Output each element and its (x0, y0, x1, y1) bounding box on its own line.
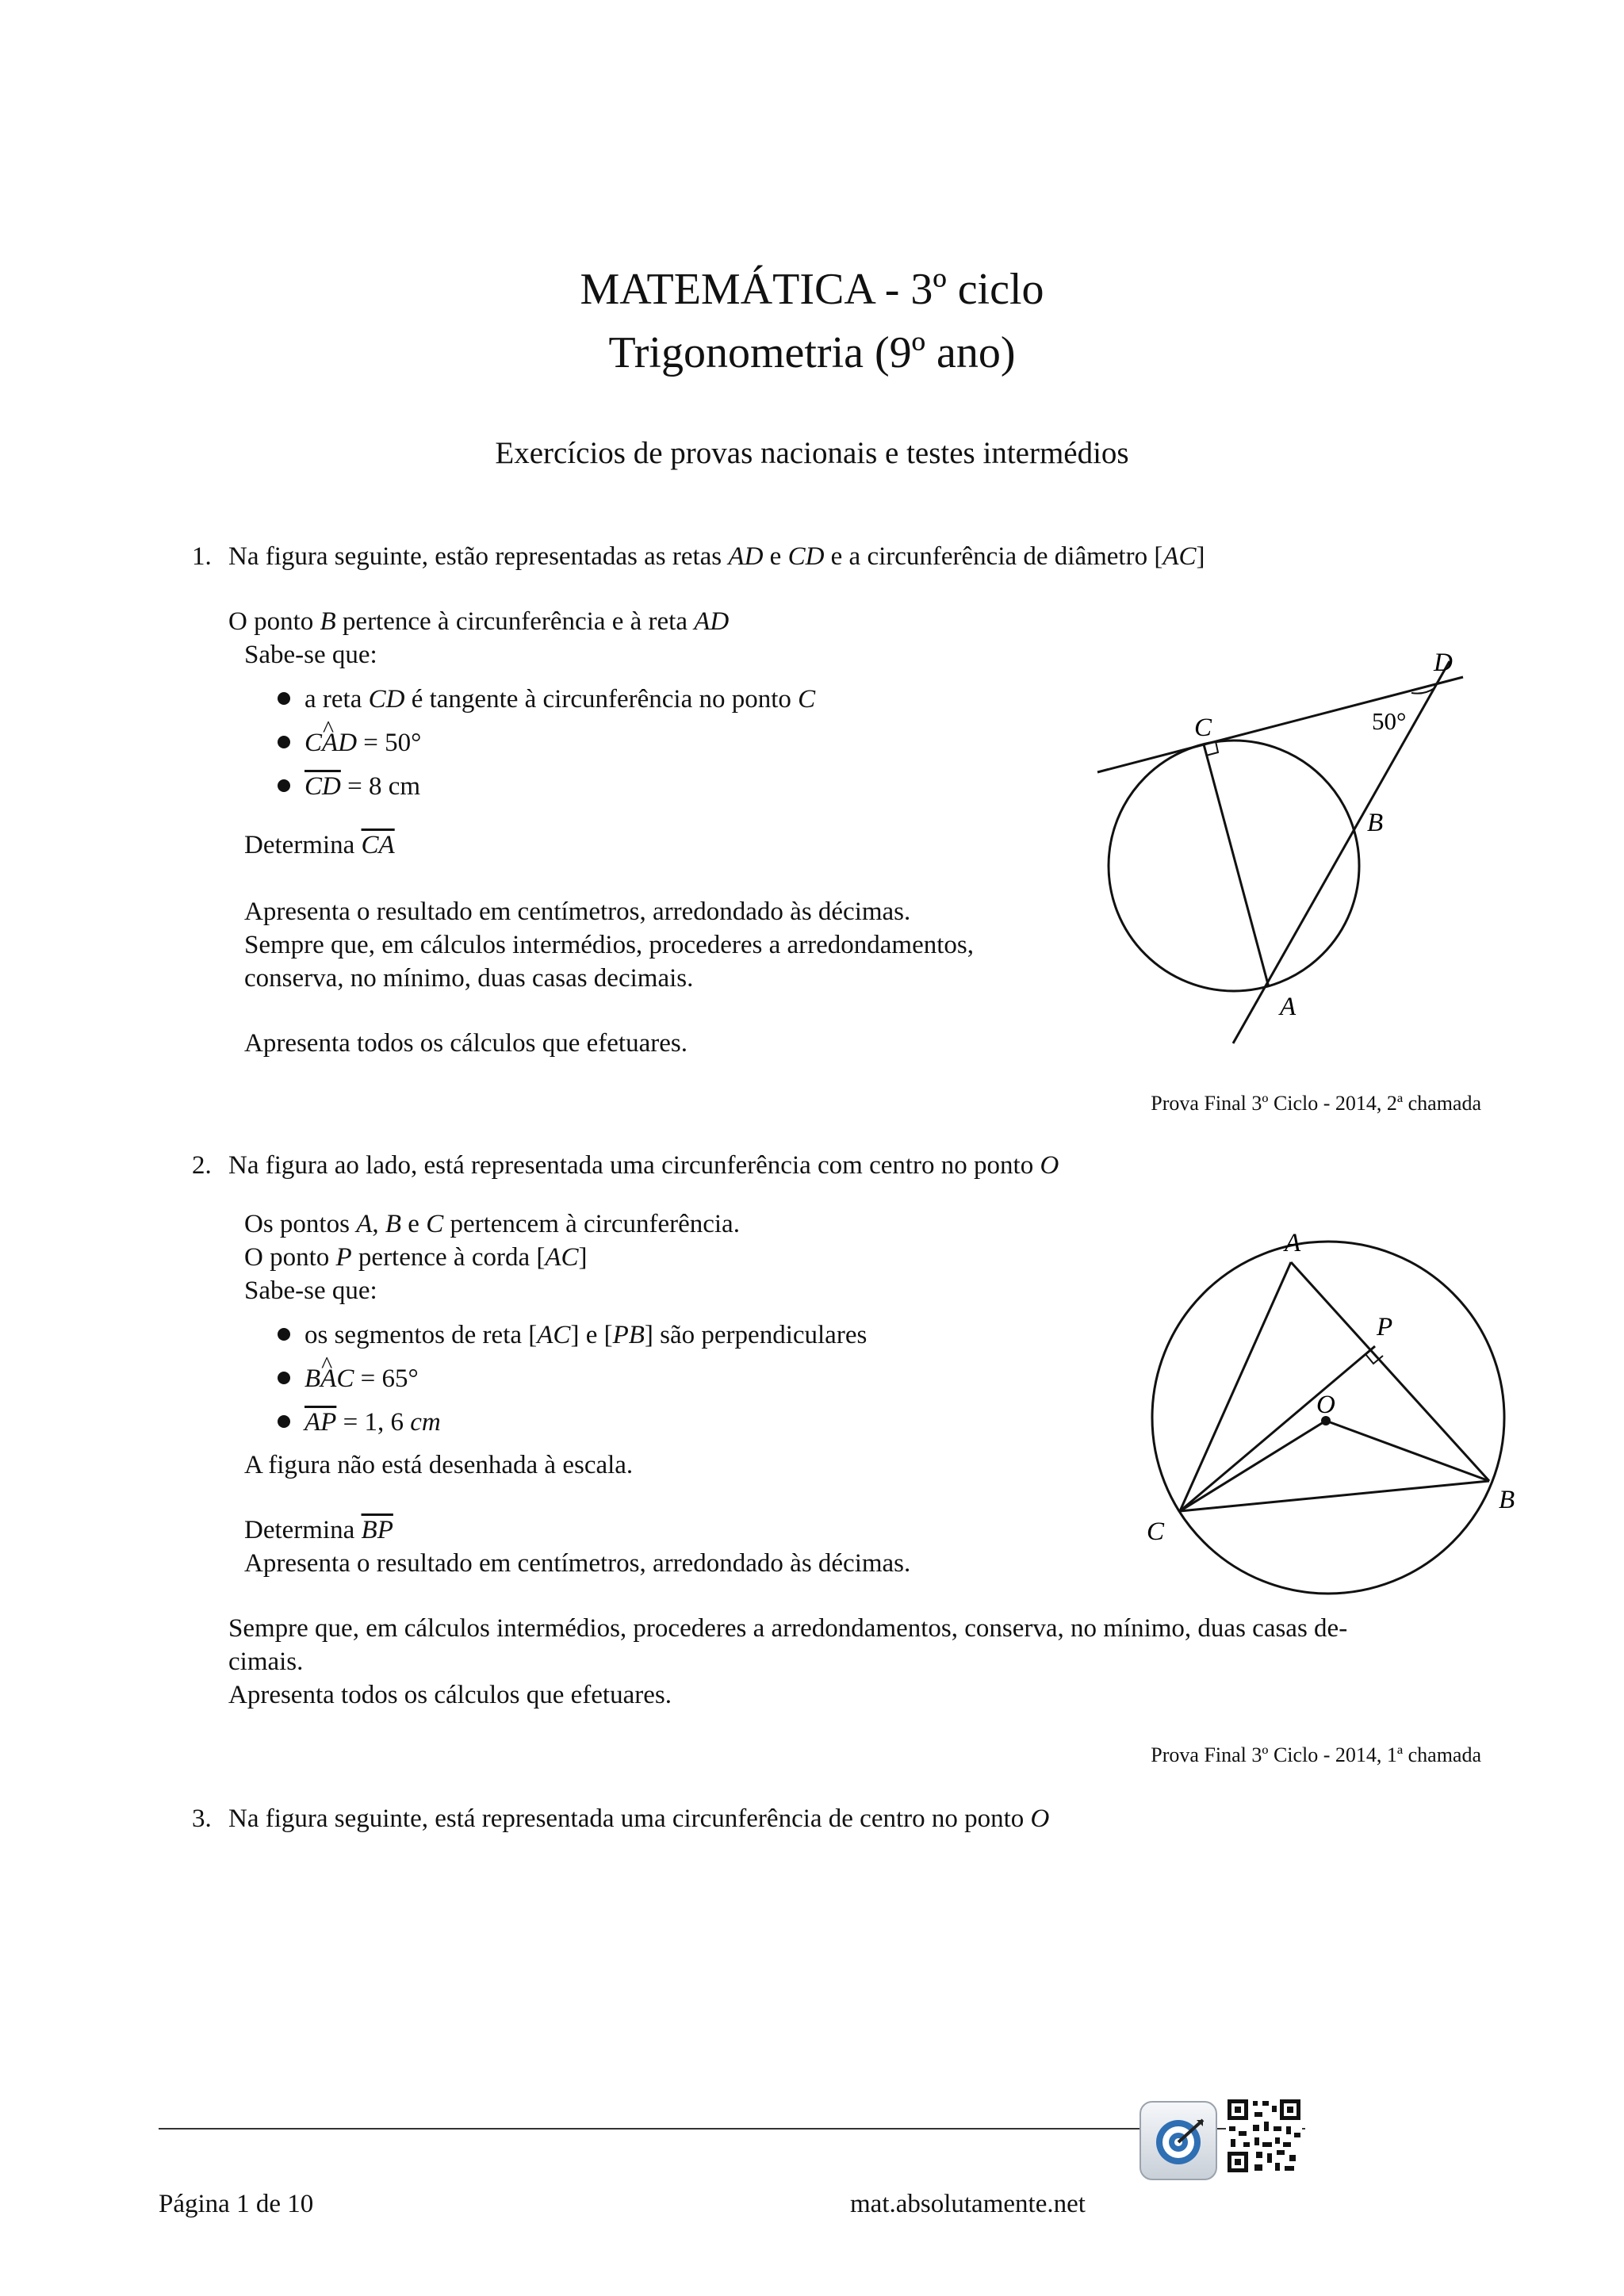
figure-2-label-o: O (1316, 1391, 1335, 1419)
exercise-1-intro: Na figura seguinte, estão representadas as retas AD e CD e a circunferência de diâmetro [AC] (228, 542, 1205, 571)
exercise-3-number: 3. (192, 1804, 212, 1833)
exercise-2-round-2: cimais. (228, 1647, 304, 1676)
exercise-2-number: 2. (192, 1151, 212, 1180)
exercise-2-sabe: Sabe-se que: (244, 1276, 377, 1305)
figure-2-label-b: B (1499, 1486, 1515, 1514)
exercise-2-bullet-3: $\overline{AP} = 1$, 6 cm (278, 1406, 441, 1439)
exercise-1-number: 1. (192, 542, 212, 571)
exercise-1-result-1: Apresenta o resultado em centímetros, arredondado às décimas. (244, 897, 911, 926)
exercise-2-figure (1134, 1213, 1530, 1609)
figure-1-angle-label: 50° (1372, 707, 1407, 735)
exercise-1-bullet-2: C^ AD = 50° (278, 727, 421, 760)
figure-1-label-c: C (1194, 714, 1212, 742)
page-title: MATEMÁTICA - 3º ciclo (580, 265, 1044, 314)
figure-1-label-b: B (1367, 809, 1384, 837)
exercise-2-points: Os pontos A, B e C pertencem à circunferência. (244, 1210, 740, 1238)
exercise-2-result: Apresenta o resultado em centímetros, arredondado às décimas. (244, 1549, 911, 1578)
figure-2-radius-ob (1326, 1421, 1489, 1481)
exercise-2-bullet-1: os segmentos de reta [AC] e [PB] são perpendiculares (278, 1319, 867, 1352)
figure-2-label-c: C (1147, 1517, 1165, 1546)
figure-1-label-d: D (1434, 649, 1453, 677)
exercise-1-determine: Determina $\overline{CA}$ (244, 831, 395, 859)
exercise-1-sabe: Sabe-se que: (244, 641, 377, 669)
footer-site-link[interactable]: mat.absolutamente.net (850, 2190, 1086, 2218)
figure-2-chord-ab (1291, 1262, 1489, 1481)
exercise-2-intro: Na figura ao lado, está representada uma circunferência com centro no ponto O (228, 1151, 1059, 1180)
exercise-1-result-3: conserva, no mínimo, duas casas decimais. (244, 964, 694, 993)
exercise-1-source: Prova Final 3º Ciclo - 2014, 2ª chamada (1151, 1092, 1481, 1115)
page-subtitle-topic: Trigonometria (9º ano) (608, 328, 1016, 377)
exercise-2-round-1: Sempre que, em cálculos intermédios, procederes a arredondamentos, conserva, no mínimo, duas casas de- (228, 1614, 1348, 1643)
exercise-1-result-2: Sempre que, em cálculos intermédios, procederes a arredondamentos, (244, 931, 974, 959)
footer-page-number: Página 1 de 10 (159, 2190, 314, 2218)
footer-divider (159, 2128, 1305, 2130)
exercise-2-scale-note: A figura não está desenhada à escala. (244, 1451, 634, 1479)
figure-1-diameter-ac (1204, 744, 1269, 987)
figure-2-label-p: P (1377, 1313, 1393, 1341)
figure-1-tangent-line-cd (1097, 677, 1463, 772)
exercise-2-source: Prova Final 3º Ciclo - 2014, 1ª chamada (1151, 1743, 1481, 1766)
exercise-1-calcs: Apresenta todos os cálculos que efetuares. (244, 1029, 688, 1058)
exercise-2-calcs: Apresenta todos os cálculos que efetuares. (228, 1681, 672, 1709)
exercise-1-bullet-1: a reta CD é tangente à circunferência no ponto C (278, 683, 815, 716)
page-subtitle: Exercícios de provas nacionais e testes intermédios (495, 436, 1129, 470)
target-logo-icon (1139, 2101, 1217, 2180)
figure-2-chord-cb (1180, 1481, 1489, 1511)
figure-2-radius-oc (1180, 1421, 1326, 1511)
exercise-2-bullet-2: B^ AC = 65° (278, 1363, 419, 1395)
exercise-1-figure (1078, 634, 1491, 1062)
qr-code-icon (1226, 2098, 1302, 2174)
exercise-1-bullet-3: $\overline{CD} = 8$ cm (278, 771, 420, 803)
figure-1-label-a: A (1280, 993, 1297, 1021)
figure-1-line-ad (1233, 661, 1450, 1043)
exercise-2-determine: Determina $\overline{BP}$ (244, 1516, 393, 1544)
figure-1-circle (1109, 740, 1359, 991)
figure-2-label-a: A (1285, 1229, 1301, 1257)
exercise-1-point-b: O ponto B pertence à circunferência e à reta AD (228, 607, 730, 636)
exercise-2-point-p: O ponto P pertence à corda [AC] (244, 1243, 588, 1272)
exercise-3-intro: Na figura seguinte, está representada uma circunferência de centro no ponto O (228, 1804, 1050, 1833)
